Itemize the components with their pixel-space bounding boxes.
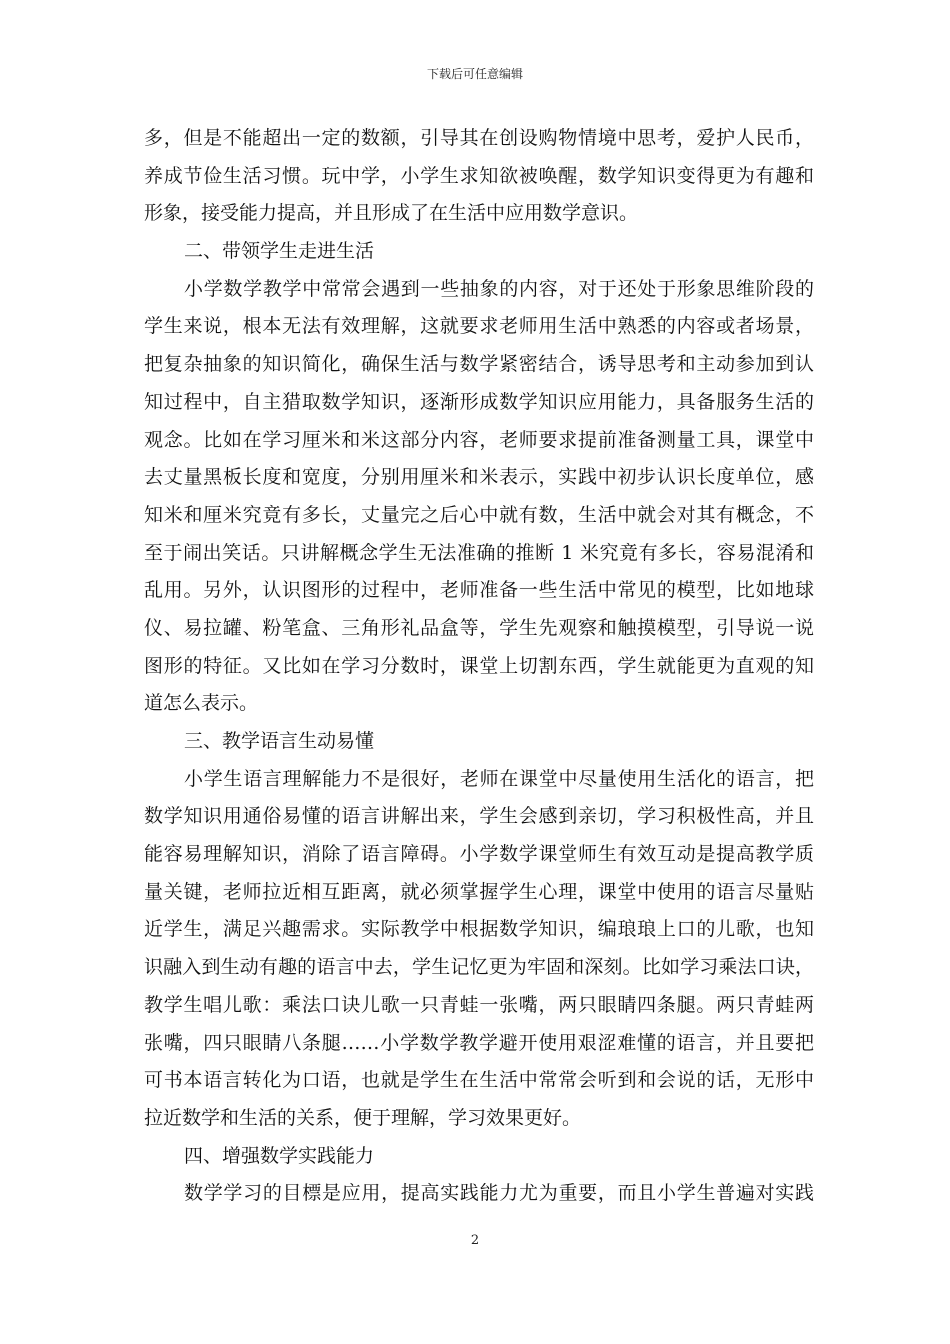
text-line: 养成节俭生活习惯。玩中学，小学生求知欲被唤醒，数学知识变得更为有趣和 <box>144 164 814 187</box>
text-line: 知过程中，自主猎取数学知识，逐渐形成数学知识应用能力，具备服务生活的 <box>144 390 814 413</box>
text-line: 数学学习的目標是应用，提高实践能力尤为重要，而且小学生普遍对实践 <box>184 1182 814 1205</box>
text-line: 近学生，满足兴趣需求。实际教学中根据数学知识，编琅琅上口的儿歌，也知 <box>144 918 814 941</box>
text-line: 知米和厘米究竟有多长，丈量完之后心中就有数，生活中就会对其有概念，不 <box>144 503 814 526</box>
page-number: 2 <box>470 1233 480 1248</box>
text-line: 多，但是不能超出一定的数额，引导其在创设购物情境中思考，爱护人民币， <box>144 127 814 149</box>
section-heading: 二、带领学生走进生活 <box>184 240 375 263</box>
text-line: 教学生唱儿歌：乘法口诀儿歌一只青蛙一张嘴，两只眼睛四条腿。两只青蛙两 <box>144 993 814 1016</box>
text-line: 把复杂抽象的知识简化，确保生活与数学紧密结合，诱导思考和主动参加到认 <box>144 353 814 376</box>
text-line: 拉近数学和生活的关系，便于理解，学习效果更好。 <box>144 1106 582 1129</box>
section-heading: 四、增强数学实践能力 <box>184 1144 375 1167</box>
text-line: 小学生语言理解能力不是很好，老师在课堂中尽量使用生活化的语言，把 <box>184 767 814 790</box>
text-line: 仪、易拉罐、粉笔盒、三角形礼品盒等，学生先观察和触摸模型，引导说一说 <box>144 616 814 639</box>
text-line: 小学数学教学中常常会遇到一些抽象的内容，对于还处于形象思维阶段的 <box>184 277 814 300</box>
text-line: 可书本语言转化为口语，也就是学生在生活中常常会听到和会说的话，无形中 <box>144 1069 814 1092</box>
page-header: 下载后可任意编辑 <box>426 67 523 81</box>
text-line: 能容易理解知识，消除了语言障碍。小学数学课堂师生有效互动是提高教学质 <box>144 843 814 866</box>
text-line: 数学知识用通俗易懂的语言讲解出来，学生会感到亲切，学习积极性高，并且 <box>144 805 814 828</box>
text-line: 学生来说，根本无法有效理解，这就要求老师用生活中熟悉的内容或者场景， <box>144 315 814 338</box>
text-line: 去丈量黑板长度和宽度，分别用厘米和米表示，实践中初步认识长度单位，感 <box>144 466 814 489</box>
text-line: 识融入到生动有趣的语言中去，学生记忆更为牢固和深刻。比如学习乘法口诀， <box>144 956 814 979</box>
section-heading: 三、教学语言生动易懂 <box>184 730 375 752</box>
text-line: 观念。比如在学习厘米和米这部分内容，老师要求提前准备测量工具，课堂中 <box>144 428 814 451</box>
text-line: 乱用。另外，认识图形的过程中，老师准备一些生活中常见的模型，比如地球 <box>144 579 814 602</box>
text-line: 张嘴，四只眼睛八条腿……小学数学教学避开使用艰涩难懂的语言，并且要把 <box>144 1031 814 1054</box>
text-line: 形象，接受能力提高，并且形成了在生活中应用数学意识。 <box>144 202 639 225</box>
text-line: 道怎么表示。 <box>144 692 259 715</box>
text-line: 量关键，老师拉近相互距离，就必须掌握学生心理，课堂中使用的语言尽量贴 <box>144 880 814 903</box>
document-body <box>144 120 814 1213</box>
text-line: 至于闹出笑话。只讲解概念学生无法准确的推断 1 米究竟有多长，容易混淆和 <box>144 541 814 564</box>
text-line: 图形的特征。又比如在学习分数时，课堂上切割东西，学生就能更为直观的知 <box>144 654 814 677</box>
